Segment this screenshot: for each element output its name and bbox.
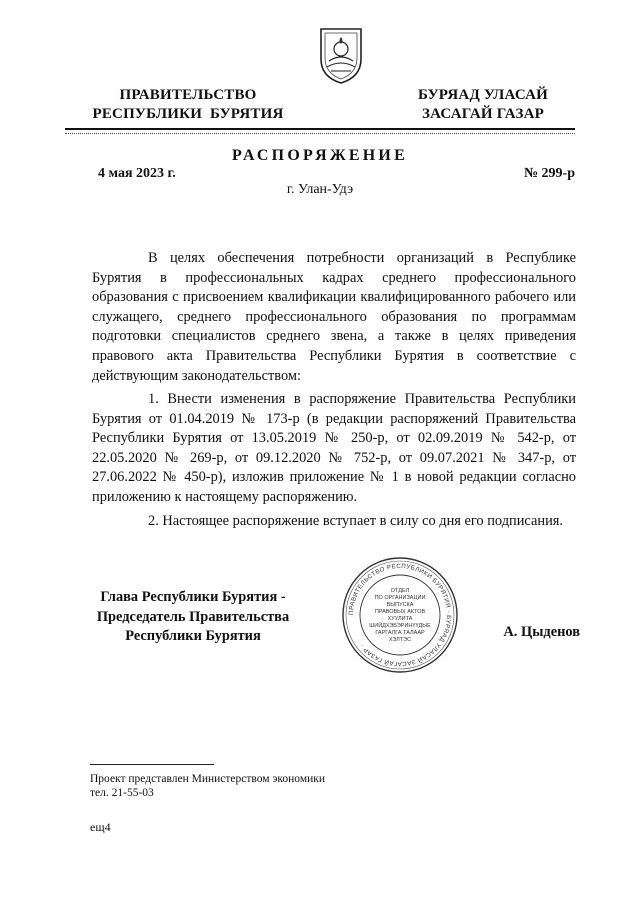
document-code: ещ4	[90, 820, 111, 834]
coat-of-arms-emblem	[315, 25, 367, 85]
seal-line: ХЭЛТЭС	[388, 637, 412, 643]
seal-line: ВЫПУСКА	[386, 602, 414, 608]
item-1-paragraph: 1. Внести изменения в распоряжение Правительства Республики Бурятия от 01.04.2019 № 173-р (в редакции распоряжений Правительства Республики Бурятия от 13.05.2019 № 250-р, от 02.09.2019 № 542-р, от 22.05.2020 № 269-р, от 09.12.2020 № 752-р, от 09.07.2021 № 347-р, от 27.06.2022 № 450-р), изложив приложение № 1 в новой редакции согласно приложению к настоящему распоряжению.	[92, 391, 576, 505]
signatory-position-line3: Республики Бурятия	[125, 628, 261, 644]
signatory-name: А. Цыденов	[503, 624, 580, 640]
footnote-phone: тел. 21-55-03	[90, 787, 154, 799]
footnote-prepared-by: Проект представлен Министерством экономики	[90, 773, 326, 785]
seal-line: ШИЙДХЭБЭРИНҮҮДЫЕ	[369, 623, 431, 629]
header-left-line2: РЕСПУБЛИКИ БУРЯТИЯ	[92, 106, 284, 122]
item-2-paragraph: 2. Настоящее распоряжение вступает в силу со дня его подписания.	[148, 513, 563, 529]
signatory-position-line1: Глава Республики Бурятия -	[100, 589, 286, 605]
seal-ring-text: ПРАВИТЕЛЬСТВО РЕСПУБЛИКИ БУРЯТИЯ · БУРЯАД УЛАСАЙ ЗАСАГАЙ ГАЗАР ·	[347, 562, 453, 668]
document-city: г. Улан-Удэ	[286, 182, 354, 197]
seal-line: ПРАВОВЫХ АКТОВ	[374, 609, 426, 615]
header-right-line2: ЗАСАГАЙ ГАЗАР	[422, 106, 544, 122]
document-number: № 299-р	[523, 166, 575, 181]
header-divider-dotted	[65, 133, 575, 134]
signatory-position-line2: Председатель Правительства	[96, 608, 290, 625]
seal-line: ГАРГАЛГА ТАЛААР	[375, 630, 425, 636]
header-left-line1: ПРАВИТЕЛЬСТВО	[119, 87, 257, 103]
seal-center-text	[360, 588, 440, 644]
seal-line: ПО ОРГАНИЗАЦИИ	[374, 595, 426, 601]
header-divider	[65, 128, 575, 130]
footnote-divider	[90, 764, 214, 765]
header-left	[78, 86, 298, 124]
seal-line: ОТДЕЛ	[390, 588, 410, 594]
header-right-line1: БУРЯАД УЛАСАЙ	[417, 87, 549, 103]
preamble-paragraph: В целях обеспечения потребности организаций в Республике Бурятия в профессиональных кадрах среднего профессионального образования с присвоением квалификации квалифицированного рабочего или служащего, среднего профессионального образования по программам подготовки специалистов среднего звена, а также в целях приведения правового акта Правительства Республики Бурятия в соответствие с действующим законодательством:	[92, 250, 576, 384]
document-title: РАСПОРЯЖЕНИЕ	[232, 147, 408, 164]
header-right	[398, 86, 568, 124]
signatory-position	[78, 588, 308, 647]
seal-line: ХУУЛИТА	[387, 616, 413, 622]
document-date: 4 мая 2023 г.	[98, 166, 176, 181]
